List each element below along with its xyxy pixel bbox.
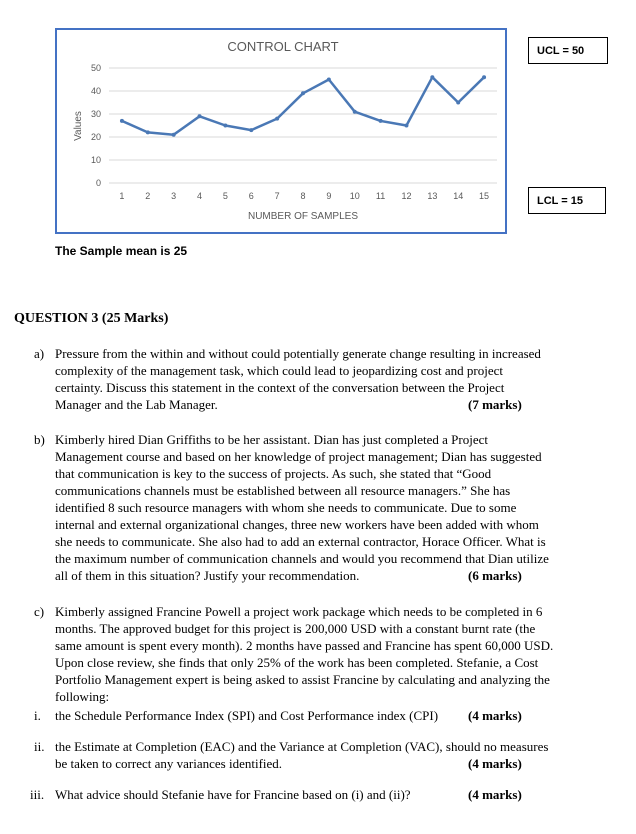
chart-x-tick-label: 11 — [375, 191, 386, 201]
chart-x-ticks — [119, 191, 489, 201]
chart-x-tick-label: 2 — [145, 191, 151, 201]
sub-i-line: the Schedule Performance Index (SPI) and Cost Performance index (CPI) — [55, 708, 439, 723]
chart-y-ticks — [91, 63, 101, 188]
sub-ii-line: the Estimate at Completion (EAC) and the Variance at Completion (VAC), should no measures — [55, 739, 549, 754]
part-a-line: certainty. Discuss this statement in the context of the conversation between the Project — [55, 380, 505, 395]
part-c-line: Kimberly assigned Francine Powell a project work package which needs to be completed in 6 — [55, 604, 543, 619]
chart-data-point — [172, 133, 176, 137]
part-c-text — [55, 603, 595, 705]
chart-data-point — [301, 91, 305, 95]
sub-iii-marks: (4 marks) — [468, 787, 522, 802]
chart-x-tick-label: 4 — [197, 191, 203, 201]
chart-data-point — [275, 117, 279, 121]
part-a-marker: a) — [34, 346, 45, 361]
part-c-line: Portfolio Management expert is being asked to assist Francine by calculating and analyzing the — [55, 672, 550, 687]
question-heading: QUESTION 3 (25 Marks) — [14, 311, 169, 326]
chart-y-tick-label: 50 — [90, 63, 101, 73]
part-a-line: Manager and the Lab Manager. — [55, 397, 218, 412]
part-b-line: Management course and based on her knowledge of project management; Dian has suggested — [55, 449, 542, 464]
part-b-line: the maximum number of communication channels and would you recommend that Dian utilize — [55, 551, 549, 566]
control-chart-svg — [57, 30, 505, 232]
chart-x-tick-label: 15 — [479, 191, 490, 201]
chart-x-tick-label: 1 — [119, 191, 125, 201]
sub-i-marker: i. — [34, 708, 41, 723]
chart-data-point — [353, 110, 357, 114]
part-c-marker: c) — [34, 604, 45, 619]
part-b-line: internal and external organizational changes, three new workers have been added with whom — [55, 517, 539, 532]
chart-data-point — [249, 128, 253, 132]
lcl-label: LCL = 15 — [528, 187, 606, 214]
sub-iii-line: What advice should Stefanie have for Francine based on (i) and (ii)? — [55, 787, 411, 802]
sub-ii-marker: ii. — [34, 739, 45, 754]
part-b-line: communications channels must be established between all resource managers.” She has — [55, 483, 511, 498]
part-a-marks: (7 marks) — [468, 397, 522, 412]
chart-x-tick-label: 9 — [326, 191, 332, 201]
chart-x-tick-label: 3 — [171, 191, 177, 201]
chart-data-point — [379, 119, 383, 123]
ucl-label: UCL = 50 — [528, 37, 608, 64]
part-c-line: Upon close review, she finds that only 25% of the work has been completed. Stefanie, a Cost — [55, 655, 539, 670]
chart-series-line — [122, 77, 484, 135]
chart-data-point — [198, 114, 202, 118]
chart-data-point — [223, 124, 227, 128]
chart-x-tick-label: 12 — [401, 191, 412, 201]
chart-y-tick-label: 20 — [90, 132, 101, 142]
chart-x-tick-label: 8 — [300, 191, 306, 201]
part-b-line: she needs to communicate. She also had to add an external contractor, Horace Officer. What is — [55, 534, 546, 549]
chart-x-tick-label: 14 — [453, 191, 464, 201]
part-c-line: months. The approved budget for this project is 200,000 USD with a constant burnt rate (the — [55, 621, 536, 636]
control-chart — [55, 28, 507, 234]
chart-x-tick-label: 10 — [349, 191, 360, 201]
chart-x-tick-label: 13 — [427, 191, 438, 201]
part-a-line: Pressure from the within and without could potentially generate change resulting in increased — [55, 346, 541, 361]
chart-title: CONTROL CHART — [227, 39, 339, 54]
sub-ii-marks: (4 marks) — [468, 756, 522, 771]
chart-data-point — [430, 75, 434, 79]
part-c-line: same amount is spent every month). 2 months have passed and Francine has spent 60,000 USD. — [55, 638, 554, 653]
part-b-text — [55, 431, 595, 584]
part-b-marker: b) — [34, 432, 45, 447]
chart-data-point — [482, 75, 486, 79]
chart-data-point — [120, 119, 124, 123]
part-a-line: complexity of the management task, which could lead to jeopardizing cost and project — [55, 363, 503, 378]
sub-ii-line: be taken to correct any variances identified. — [55, 756, 283, 771]
part-b-line: all of them in this situation? Justify your recommendation. — [55, 568, 360, 583]
chart-x-tick-label: 6 — [248, 191, 254, 201]
chart-data-point — [456, 101, 460, 105]
sub-i-marks: (4 marks) — [468, 708, 522, 723]
chart-data-point — [404, 124, 408, 128]
sub-iii-marker: iii. — [30, 787, 45, 802]
chart-y-tick-label: 30 — [90, 109, 101, 119]
part-b-line: Kimberly hired Dian Griffiths to be her assistant. Dian has just completed a Project — [55, 432, 488, 447]
chart-data-point — [146, 130, 150, 134]
chart-data-points — [120, 75, 486, 137]
chart-x-tick-label: 7 — [274, 191, 280, 201]
chart-x-axis-label: NUMBER OF SAMPLES — [247, 211, 359, 222]
sample-mean-text: The Sample mean is 25 — [55, 244, 188, 258]
part-b-marks: (6 marks) — [468, 568, 522, 583]
part-b-line: identified 8 such resource managers with whom she needs to communicate. Due to some — [55, 500, 517, 515]
part-c-line: following: — [55, 689, 110, 704]
chart-y-tick-label: 0 — [95, 178, 101, 188]
chart-x-tick-label: 5 — [222, 191, 228, 201]
chart-y-axis-label: Values — [73, 111, 84, 141]
chart-y-tick-label: 40 — [90, 86, 101, 96]
chart-data-point — [327, 78, 331, 82]
chart-y-tick-label: 10 — [90, 155, 101, 165]
part-b-line: that communication is key to the success of projects. As such, she stated that “Good — [55, 466, 492, 481]
